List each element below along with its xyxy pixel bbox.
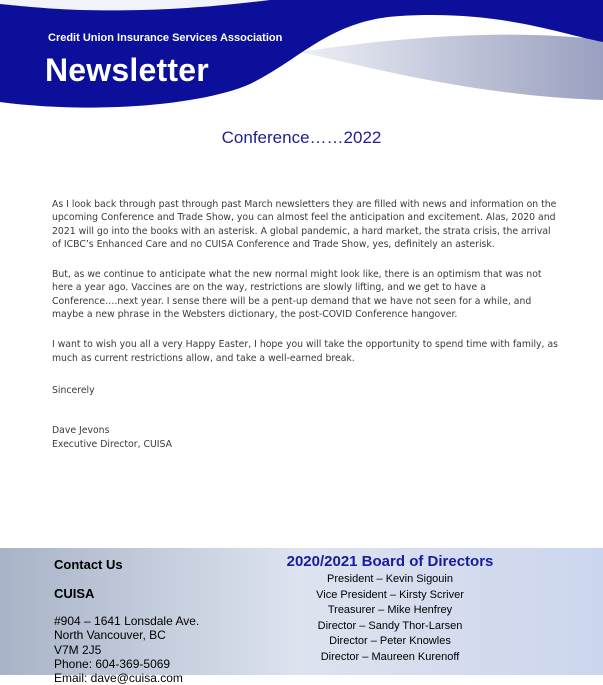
address-line: #904 – 1641 Lonsdale Ave. [54,614,200,628]
footer [0,548,603,685]
board-member: Treasurer – Mike Henfrey [327,604,453,617]
newsletter-title: Newsletter [45,52,209,88]
article-body [52,198,562,451]
board-member: Director – Maureen Kurenoff [320,650,460,663]
contact-section [54,557,199,685]
contact-address [54,614,199,685]
paragraph: I want to wish you all a very Happy Easter, I hope you will take the opportunity to spend time with family, as much as current restrictions allow, and take a well-earned break. [52,339,559,364]
board-heading: 2020/2021 Board of Directors [286,553,494,570]
phone: Phone: 604-369-5069 [54,656,171,671]
contact-org: CUISA [54,586,95,601]
organization-name: Credit Union Insurance Services Association [48,32,283,44]
article-title: Conference……2022 [221,128,382,147]
paragraph: As I look back through past through past March newsletters they are filled with news and information on the upcoming Conference and Trade Show, you can almost feel the anticipation and excitement. Alas, 2020 and 2021 will go into the books with an asterisk. A global pandemic, a hard market, the strata crisis, the arrival of ICBC’s Enhanced Care and no CUISA Conference and Trade Show, yes, definitely an asterisk. [52,199,557,250]
closing: Sincerely [52,384,95,396]
postal-code: V7M 2J5 [54,642,102,657]
board-section [260,553,520,666]
signature-name: Dave Jevons [52,425,110,437]
signature-title: Executive Director, CUISA [52,438,172,450]
board-member: Director – Sandy Thor-Larsen [317,619,463,632]
board-member: Director – Peter Knowles [329,635,451,648]
address-line: North Vancouver, BC [54,628,166,643]
light-swoosh [300,35,603,100]
board-member: Vice President – Kirsty Scriver [316,588,464,601]
email-link[interactable]: Email: dave@cuisa.com [54,671,183,685]
board-member: President – Kevin Sigouin [327,573,453,585]
contact-heading: Contact Us [54,557,123,572]
paragraph: But, as we continue to anticipate what the new normal might look like, there is an optimism that was not here a year ago. Vaccines are on the way, restrictions are slowly lifting, and we get to have a Conference….next year. I sense there will be a pent-up demand that we have not seen for a while, and maybe a new phrase in the Websters dictionary, the post-COVID Conference hangover. [52,269,542,321]
